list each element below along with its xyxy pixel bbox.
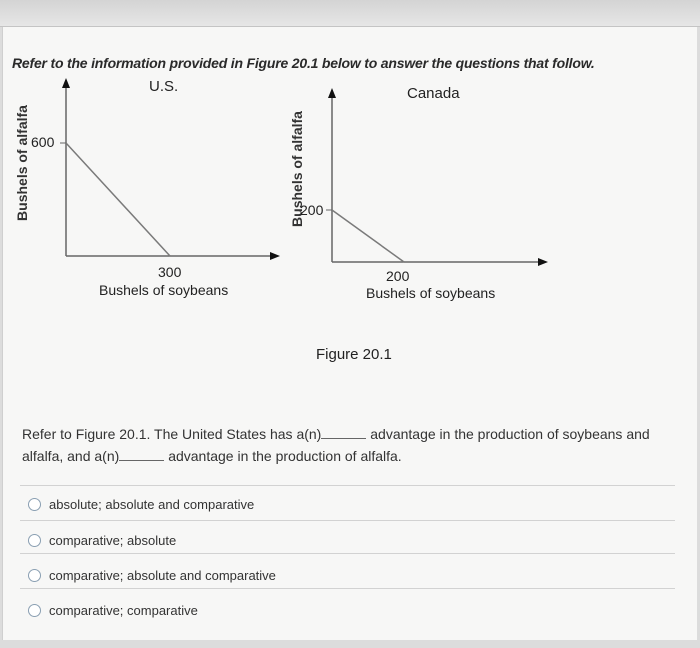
canada-y-arrow (328, 88, 336, 98)
divider (20, 520, 675, 521)
divider (20, 485, 675, 486)
radio-button-icon[interactable] (28, 569, 41, 582)
answer-option-label: comparative; absolute and comparative (49, 567, 276, 583)
radio-button-icon[interactable] (28, 604, 41, 617)
canada-y-intercept-label: 200 (300, 202, 324, 218)
canada-ppf-line (332, 210, 404, 262)
blank-2 (119, 448, 164, 461)
blank-1 (321, 426, 366, 439)
divider (20, 588, 675, 589)
answer-option[interactable] (28, 566, 276, 584)
answer-option[interactable] (28, 495, 254, 513)
us-x-intercept-label: 300 (158, 264, 182, 280)
us-y-intercept-label: 600 (31, 134, 55, 150)
instruction-text: Refer to the information provided in Figure 20.1 below to answer the questions that follow. (12, 55, 595, 71)
question-part-1: Refer to Figure 20.1. The United States has a(n) (22, 426, 322, 442)
us-y-arrow (62, 78, 70, 88)
divider (20, 553, 675, 554)
radio-button-icon[interactable] (28, 534, 41, 547)
answer-option-label: comparative; absolute (49, 532, 177, 548)
canada-y-axis-label: Bushels of alfalfa (289, 111, 305, 227)
us-ppf-line (66, 143, 170, 256)
canada-x-arrow (538, 258, 548, 266)
canada-graph-title: Canada (407, 85, 460, 102)
canada-x-intercept-label: 200 (386, 268, 410, 284)
answer-option[interactable] (28, 531, 176, 549)
canada-x-axis-label: Bushels of soybeans (366, 285, 496, 301)
us-graph-title: U.S. (149, 78, 179, 95)
question-part-3: advantage in the production of alfalfa. (168, 448, 402, 464)
us-x-arrow (270, 252, 280, 260)
us-x-axis-label: Bushels of soybeans (99, 282, 229, 298)
answer-option-label: absolute; absolute and comparative (49, 496, 255, 512)
question-part-2: advantage in the production of soybeans and alfalfa, and a(n) (22, 426, 650, 464)
figure-caption: Figure 20.1 (316, 346, 392, 363)
question-text (22, 423, 682, 467)
radio-button-icon[interactable] (28, 498, 41, 511)
answer-option-label: comparative; comparative (49, 602, 198, 618)
us-y-axis-label: Bushels of alfalfa (14, 105, 30, 221)
answer-option[interactable] (28, 601, 198, 619)
